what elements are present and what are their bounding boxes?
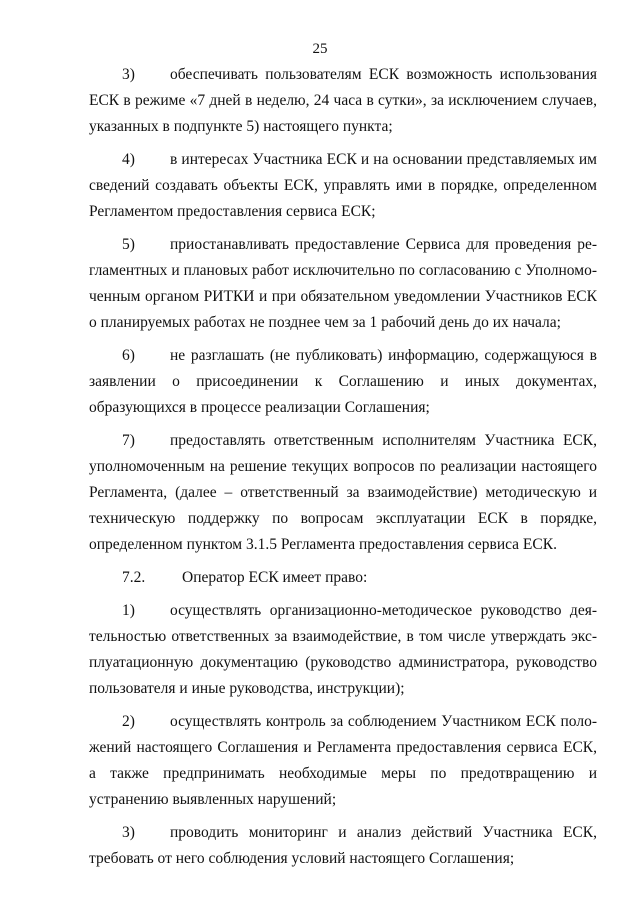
paragraph-text: не разглашать (не публиковать) информацию, содержащуюся в заявлении о присоединении к Соглашению и иных документах, образующихся в процессе реализации Соглашения; — [89, 347, 597, 416]
paragraph-text: обеспечивать пользователям ЕСК возможность использования ЕСК в режиме «7 дней в неделю, 24 часа в сутки», за исключением случаев, указанных в подпункте 5) настоящего пункта; — [89, 66, 597, 135]
paragraph-1-guidance — [89, 598, 597, 702]
section-7-2-heading — [89, 565, 597, 591]
paragraph-3-provide-access — [89, 62, 597, 140]
item-number: 3) — [122, 824, 135, 841]
paragraph-6-nondisclosure — [89, 343, 597, 421]
section-heading-text: Оператор ЕСК имеет право: — [182, 569, 368, 586]
page-number: 25 — [312, 41, 328, 57]
paragraph-text: приостанавливать предоставление Сервиса для проведения регламентных и плановых работ исключительно по согласованию с Уполномоченным органом РИТКИ и при обязательном уведомлении Участников ЕСК о планируемых работах не позднее чем за 1 рабочий день до их начала; — [89, 236, 597, 331]
item-number: 2) — [122, 713, 135, 730]
paragraph-5-suspend-service — [89, 232, 597, 336]
item-number: 6) — [122, 347, 135, 364]
item-number: 7) — [122, 432, 135, 449]
paragraph-text: предоставлять ответственным исполнителям Участника ЕСК, уполномоченным на решение текущих вопросов по реализации настоящего Регламента, (далее – ответственный за взаимодействие) методическую и техническую поддержку по вопросам эксплуатации ЕСК в порядке, определенном пунктом 3.1.5 Регламента предоставления сервиса ЕСК. — [89, 432, 597, 553]
paragraph-3-monitoring — [89, 820, 597, 872]
paragraph-text: в интересах Участника ЕСК и на основании представляемых им сведений создавать объекты ЕСК, управлять ими в порядке, определенном Регламентом предоставления сервиса ЕСК; — [89, 151, 597, 220]
paragraph-4-create-objects — [89, 147, 597, 225]
paragraph-7-support — [89, 428, 597, 558]
paragraph-text: проводить мониторинг и анализ действий Участника ЕСК, требовать от него соблюдения условий настоящего Соглашения; — [89, 824, 597, 867]
paragraph-text: осуществлять контроль за соблюдением Участником ЕСК положений настоящего Соглашения и Регламента предоставления сервиса ЕСК, а также предпринимать необходимые меры по предотвращению и устранению выявленных нарушений; — [89, 713, 597, 808]
item-number: 3) — [122, 66, 135, 83]
section-number: 7.2. — [122, 569, 146, 586]
item-number: 1) — [122, 602, 135, 619]
item-number: 4) — [122, 151, 135, 168]
paragraph-text: осуществлять организационно-методическое руководство деятельностью ответственных за взаимодействие, в том числе утверждать эксплуатационную документацию (руководство администратора, руководство пользователя и иные руководства, инструкции); — [89, 602, 597, 697]
item-number: 5) — [122, 236, 135, 253]
document-body — [89, 62, 597, 879]
paragraph-2-control — [89, 709, 597, 813]
